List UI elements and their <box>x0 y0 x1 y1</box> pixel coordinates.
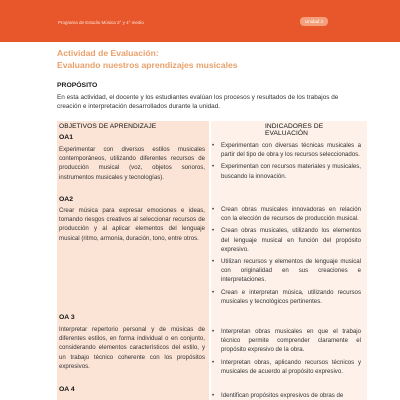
oa-text: Interpretar repertorio personal y de músicas de diferentes estilos, en forma individual o en conjunto, considerando elementos característicos del estilo, y un trabajo técnico coherente con los propósitos expresivos. <box>59 326 205 370</box>
bullet-icon: • <box>212 142 215 149</box>
purpose-heading: PROPÓSITO <box>57 82 98 89</box>
unit-badge: Unidad 4 <box>300 17 328 26</box>
activity-title <box>57 47 238 71</box>
header-bar <box>0 0 400 42</box>
bullet-icon: • <box>212 227 215 235</box>
list-item: • Experimentan con diversas técnicas musicales a partir del tipo de obra y los recursos seleccionados. <box>212 142 361 159</box>
indicator-list <box>211 391 361 400</box>
bullet-icon: • <box>212 206 215 213</box>
bullet-icon: • <box>212 392 215 399</box>
indicator-list <box>211 205 361 309</box>
list-item: • Crean obras musicales, utilizando los elementos del lenguaje musical en función del propósito expresivo. <box>212 227 361 253</box>
list-item: • Interpretan obras musicales en que el trabajo técnico permite comprender claramente el propósito expresivo de la obra. <box>212 328 361 354</box>
bullet-icon: • <box>212 163 215 171</box>
indicators-header: INDICADORES DE EVALUACIÓN <box>265 123 324 137</box>
list-item: • Crean obras musicales innovadoras en relación con la elección de recursos de producción musical. <box>212 206 361 223</box>
indicator-list <box>211 141 361 184</box>
oa-text: Crear música para expresar emociones e ideas, tomando riesgos creativos al seleccionar recursos de producción y al aplicar elementos del lenguaje musical (ritmo, armonía, duración, tono, entre otros. <box>59 207 205 242</box>
list-item: • Identifican propósitos expresivos de obras de <box>212 392 344 399</box>
oa-title: OA2 <box>59 196 73 203</box>
list-item: • Crean e interpretan música, utilizando recursos musicales y tecnológicos pertinentes. <box>212 288 361 305</box>
bullet-icon: • <box>212 328 215 335</box>
list-item: • Utilizan recursos y elementos de lenguaje musical con originalidad en sus creaciones e interpretaciones. <box>212 258 361 284</box>
program-title: Programa de Estudio Música 3° y 4° medio <box>58 20 144 25</box>
oa-text: Experimentar con diversos estilos musicales contemporáneos, utilizando diferentes recursos de producción musical (voz, objetos sonoros, instrumentos musicales y tecnologías). <box>59 146 205 181</box>
activity-title-line2: Evaluando nuestros aprendizajes musicales <box>57 60 238 70</box>
oa-title: OA1 <box>59 134 73 141</box>
objectives-header: OBJETIVOS DE APRENDIZAJE <box>59 123 157 130</box>
list-item: • Interpretan obras, aplicando recursos técnicos y musicales de acuerdo al propósito expresivo. <box>212 358 361 375</box>
bullet-icon: • <box>212 358 215 366</box>
oa-title: OA 4 <box>59 386 75 393</box>
list-item: • Experimentan con recursos materiales y musicales, buscando la innovación. <box>212 163 361 180</box>
purpose-text: En esta actividad, el docente y los estudiantes evalúan los procesos y resultados de los trabajos de creación e interpretación desarrollados durante la unidad. <box>57 94 339 110</box>
bullet-icon: • <box>212 288 215 296</box>
activity-title-line1: Actividad de Evaluación: <box>57 48 159 58</box>
indicator-list <box>211 327 361 379</box>
bullet-icon: • <box>212 258 215 266</box>
oa-title: OA 3 <box>59 314 75 321</box>
objectives-table <box>57 121 367 400</box>
